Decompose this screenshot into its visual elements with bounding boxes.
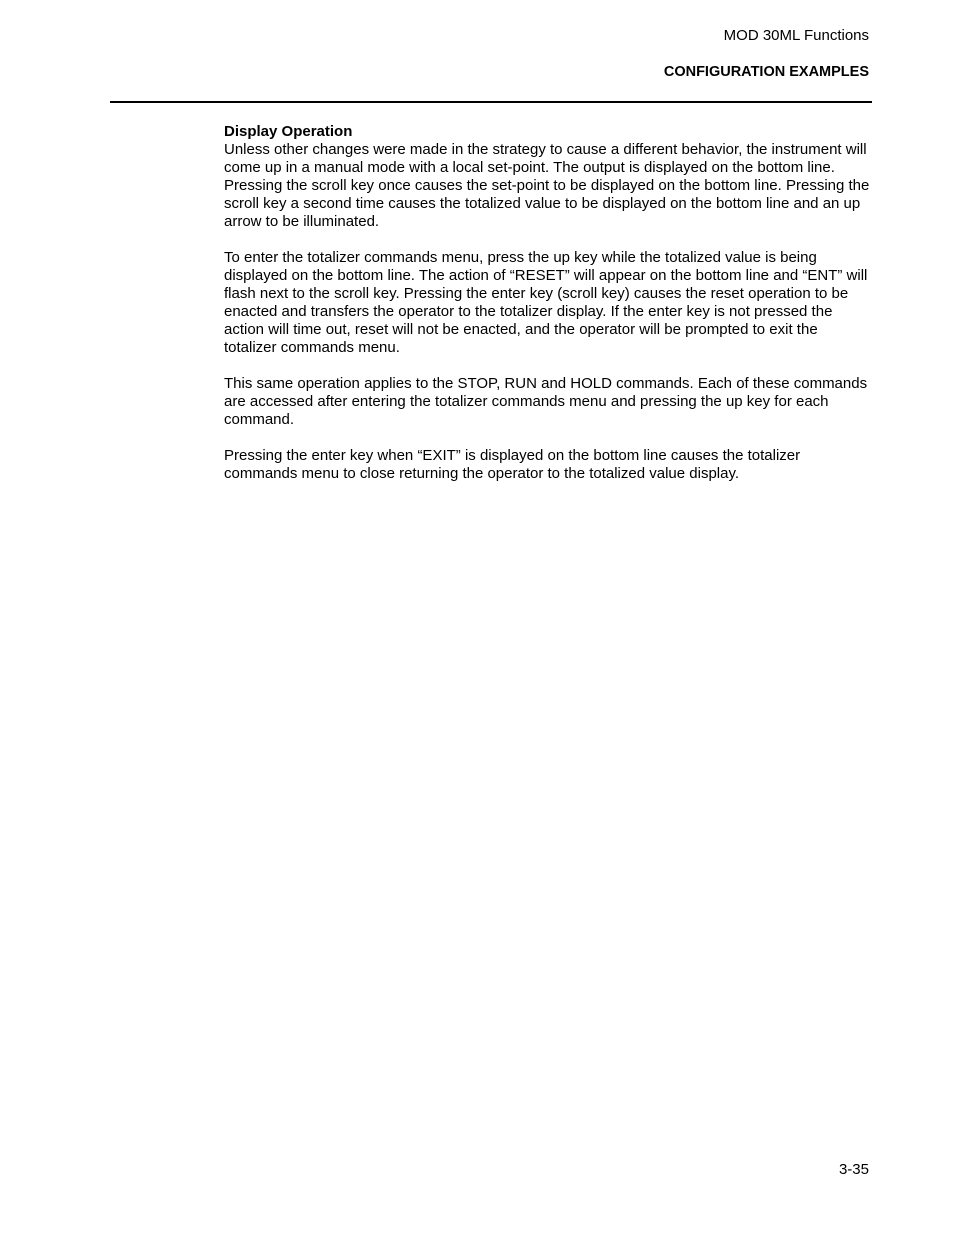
paragraph-other-commands: This same operation applies to the STOP, RUN and HOLD commands. Each of these commands are accessed after entering the totalizer commands menu and pressing the up key for each command. — [224, 375, 868, 428]
paragraph-exit-command: Pressing the enter key when “EXIT” is displayed on the bottom line causes the totalizer commands menu to close returning the operator to the totalized value display. — [224, 447, 801, 482]
main-content — [224, 123, 874, 501]
running-header-title: MOD 30ML Functions — [723, 27, 869, 44]
paragraph-display-behavior: Unless other changes were made in the strategy to cause a different behavior, the instrument will come up in a manual mode with a local set-point. The output is displayed on the bottom line. Pressing the scroll key once causes the set-point to be displayed on the bottom line. Pressing the scroll key a second time causes the totalized value to be displayed on the bottom line and an up arrow to be illuminated. — [224, 141, 870, 230]
paragraph-totalizer-menu: To enter the totalizer commands menu, press the up key while the totalized value is being displayed on the bottom line. The action of “RESET” will appear on the bottom line and “ENT” will flash next to the scroll key. Pressing the enter key (scroll key) causes the reset operation to be enacted and transfers the operator to the totalizer display. If the enter key is not pressed the action will time out, reset will not be enacted, and the operator will be prompted to exit the totalizer commands menu. — [224, 249, 868, 356]
section-heading: Display Operation — [224, 123, 353, 140]
page-number: 3-35 — [838, 1161, 869, 1178]
header-divider — [110, 101, 872, 103]
running-header-section: CONFIGURATION EXAMPLES — [663, 64, 869, 80]
